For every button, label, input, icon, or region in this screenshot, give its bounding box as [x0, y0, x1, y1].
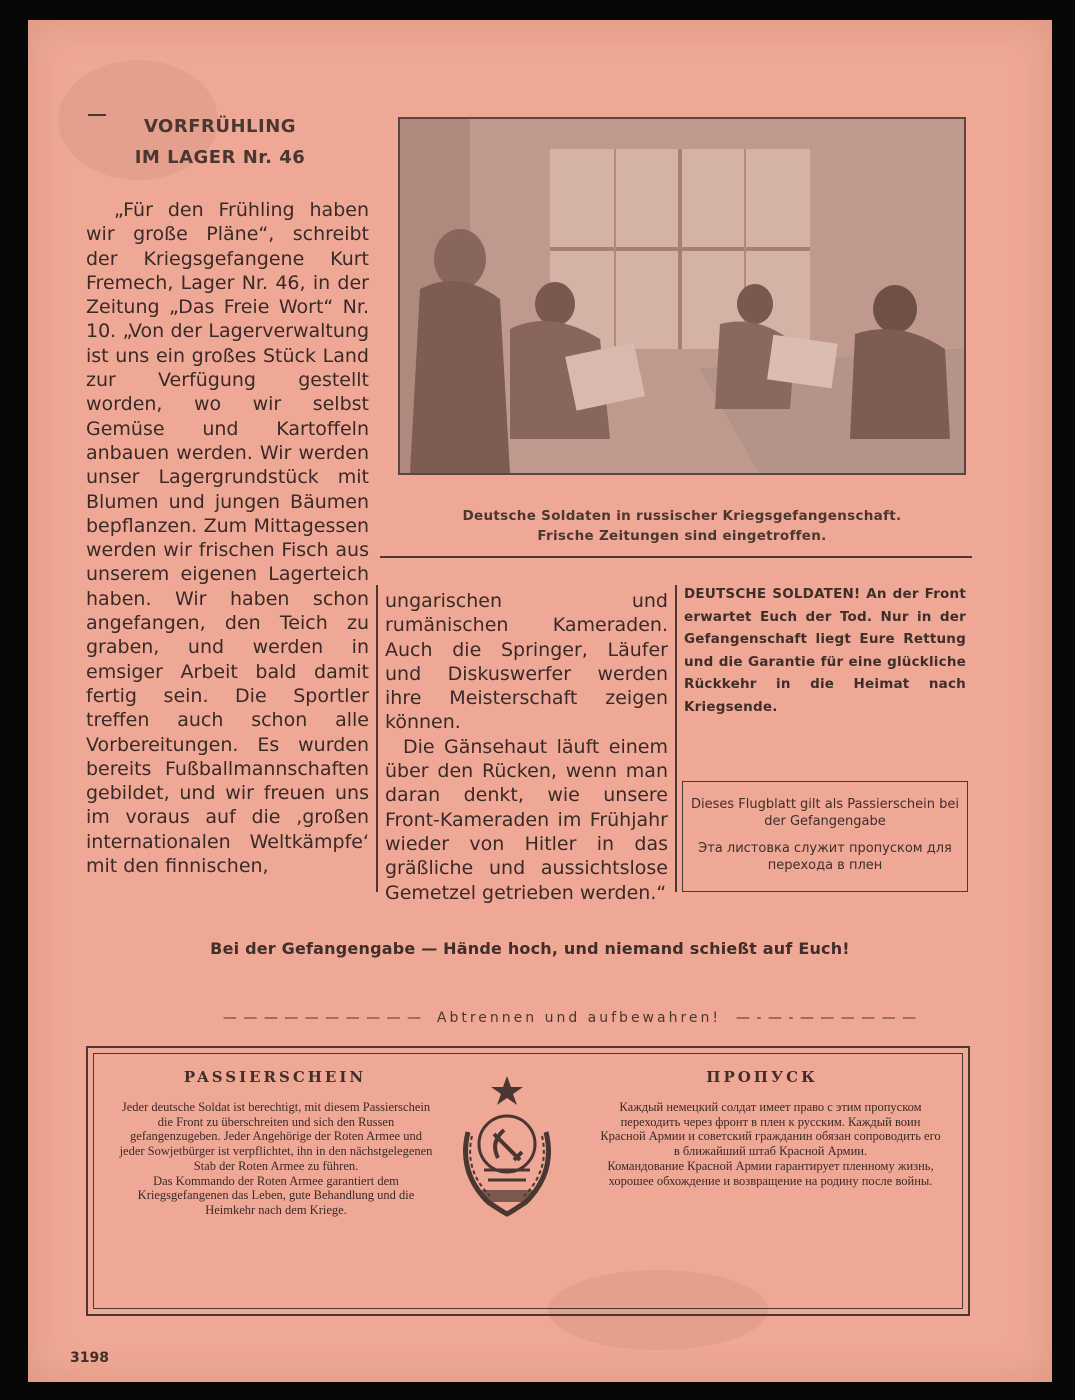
article-paragraph: „Für den Frühling haben wir große Pläne“, schreibt der Kriegsgefangene Kurt Fremech, Lager Nr. 46, in der Zeitung „Das Freie Wort“ Nr. 10. „Von der Lagerverwaltung ist uns ein großes Stück Land zur Verfügung gestellt worden, wo wir selbst Gemüse und Kartoffeln anbauen werden. Wir werden unser Lagergrundstück mit Blumen und jungen Bäumen bepflanzen. Zum Mittagessen werden wir frischen Fisch aus unserem eigenen Lagerteich haben. Wir haben schon angefangen, den Teich zu graben, und werden in emsiger Arbeit bald damit fertig sein. Die Sportler treffen auch schon alle Vorbereitungen. Es wurden bereits Fußballmannschaften gebildet, und wir freuen uns im voraus auf die ‚großen internationalen Weltkämpfe‘ mit den finnischen, [86, 199, 369, 878]
caption-line1: Deutsche Soldaten in russischer Kriegsgefangenschaft. [462, 508, 902, 524]
article-column-1 [86, 198, 369, 878]
article-title-line2: IM LAGER Nr. 46 [134, 147, 306, 168]
caption-line2: Frische Zeitungen sind eingetroffen. [537, 528, 827, 544]
column-divider [376, 585, 378, 892]
appeal-text: DEUTSCHE SOLDATEN! An der Front erwartet Euch der Tod. Nur in der Gefangenschaft liegt Eure Rettung und die Garantie für eine glückliche Rückkehr in die Heimat nach Kriegsende. [684, 586, 966, 715]
column-divider [675, 585, 677, 892]
leaflet-code: 3198 [70, 1350, 109, 1366]
corner-mark [88, 114, 106, 116]
section-divider [380, 556, 972, 558]
pass-german-paragraph: Das Kommando der Roten Armee garantiert dem Kriegsgefangenen das Leben, gute Behandlung und die Heimkehr nach dem Kriege. [137, 1173, 415, 1217]
photo-soldiers-reading [398, 117, 966, 475]
cut-line-text: Abtrennen und aufbewahren! [436, 1010, 722, 1026]
notice-german: Dieses Flugblatt gilt als Passierschein bei der Gefangengabe [691, 797, 959, 829]
pass-notice-box [682, 781, 968, 892]
notice-russian: Эта листовка служит пропуском для перехода в плен [698, 841, 952, 873]
article-column-2 [385, 589, 668, 905]
pass-russian-paragraph: Командование Красной Армии гарантирует пленному жизнь, хорошее обхождение и возвращение на родину после войны. [607, 1158, 934, 1188]
pass-german-text [118, 1100, 434, 1218]
photo-illustration [400, 119, 964, 473]
photo-caption [398, 506, 966, 546]
surrender-slogan: Bei der Gefangengabe — Hände hoch, und niemand schießt auf Euch! [210, 939, 850, 958]
article-title-line1: VORFRÜHLING [143, 116, 297, 137]
dash-left: — — — — — — — — — — [222, 1010, 422, 1026]
pass-russian-text [598, 1100, 943, 1188]
pass-russian-title: ПРОПУСК [706, 1068, 818, 1086]
soviet-emblem-icon [448, 1072, 566, 1222]
pass-german-paragraph: Jeder deutsche Soldat ist berechtigt, mit diesem Passierschein die Front zu überschreiten und sich den Russen gefangenzugeben. Jeder Angehörige der Roten Armee und jeder Sowjetbürger ist verpflichtet, ihn in den nächstgelegenen Stab der Roten Armee zu führen. [119, 1100, 433, 1173]
article-paragraph: ungarischen und rumänischen Kameraden. Auch die Springer, Läufer und Diskuswerfer werden ihre Meisterschaft zeigen können. [385, 590, 668, 734]
pass-russian-paragraph: Каждый немецкий солдат имеет право с этим пропуском переходить через фронт в плен к русским. Каждый воин Красной Армии и советский гражданин обязан сопроводить его в ближайший штаб Красной Армии. [600, 1100, 941, 1159]
dash-right: — - — - — — — — — — [735, 1010, 918, 1026]
article-paragraph: Die Gänsehaut läuft einem über den Rücken, wenn man daran denkt, wie unsere Front-Kameraden im Frühjahr wieder von Hitler in das gräßliche und aussichtslose Gemetzel getrieben werden.“ [385, 735, 668, 904]
pass-german-title: PASSIERSCHEIN [183, 1068, 367, 1086]
cut-line [145, 1010, 995, 1026]
